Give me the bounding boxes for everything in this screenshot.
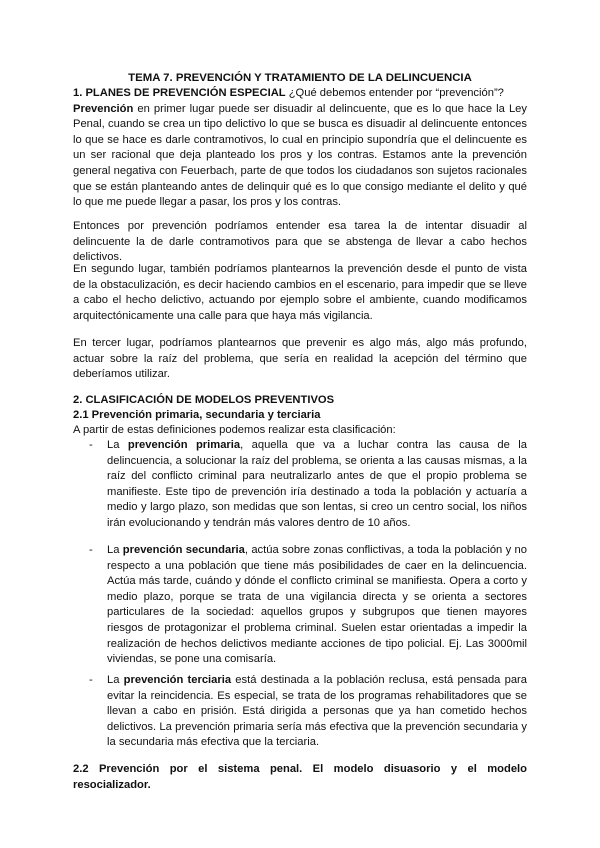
subsection-2-2-heading: 2.2 Prevención por el sistema penal. El modelo disuasorio y el modelo resocializador.: [73, 763, 527, 791]
section-1-paragraph-1-text: en primer lugar puede ser disuadir al delincuente, que es lo que hace la Ley Penal, cuando se crea un tipo delictivo lo que se busca es disuadir al delincuente entonces lo que se hace es darle contramotivos, lo cual en principio supondría que el delincuente es un ser racional que deja planteado los pros y los contras. Estamos ante la prevención general negativa con Feuerbach, parte de que todos los ciudadanos son sujetos racionales que se están planteando antes de delinquir qué es lo que consigo mediante el delito y qué lo que me puede llegar a pasar, los pros y los contras.: [73, 102, 527, 209]
list-bullet: -: [89, 544, 93, 556]
section-1-paragraph-2: Entonces por prevención podríamos entender esa tarea la de intentar disuadir al delincuente la de darle contramotivos para que se abstenga de llevar a cabo hechos delictivos.: [73, 220, 527, 264]
section-1-heading: 1. PLANES DE PREVENCIÓN ESPECIAL: [73, 87, 286, 99]
section-2-intro: A partir de estas definiciones podemos realizar esta clasificación:: [73, 424, 396, 436]
section-1-paragraph-4: En tercer lugar, podríamos plantearnos que prevenir es algo más, algo más profundo, actuar sobre la raíz del problema, que sería en realidad la acepción del término que deberíamos utilizar.: [73, 337, 527, 381]
subsection-2-1-heading: 2.1 Prevención primaria, secundaria y terciaria: [73, 409, 321, 421]
list-item-secondary: [107, 543, 527, 668]
list-bullet: -: [89, 674, 93, 686]
section-2-heading: 2. CLASIFICACIÓN DE MODELOS PREVENTIVOS: [73, 394, 335, 406]
list-item-prefix: La: [107, 439, 128, 451]
list-item-prefix: La: [107, 674, 124, 686]
list-item-text: , aquella que va a luchar contra las causa de la delincuencia, a solucionar la raíz del problema, se orienta a las causas mismas, a la raíz del conflicto criminal para neutralizarlo antes de que el propio problema se manifieste. Este tipo de prevención iría destinado a toda la población y actuaría a medio y largo plazo, son medidas que son lentas, si creo un centro social, los niños irán evolucionando y tendrán más valores dentro de 10 años.: [107, 439, 527, 529]
section-1-paragraph-1: [73, 86, 527, 211]
document-title: TEMA 7. PREVENCIÓN Y TRATAMIENTO DE LA DELINCUENCIA: [128, 72, 472, 84]
list-item-tertiary: [107, 673, 527, 751]
list-bullet: -: [89, 439, 93, 451]
section-1-paragraph-3: En segundo lugar, también podríamos plantearnos la prevención desde el punto de vista de la obstaculización, es decir haciendo cambios en el escenario, para impedir que se lleve a cabo el hecho delictivo, actuando por ejemplo sobre el ambiente, cuando modificamos arquitectónicamente una calle para que haya más vigilancia.: [73, 263, 527, 322]
list-item-prefix: La: [107, 544, 123, 556]
primary-prevention-term: prevención primaria: [127, 439, 241, 451]
list-item-text: está destinada a la población reclusa, está pensada para evitar la reincidencia. Es especial, se trata de los programas rehabilitadores que se llevan a cabo en prisión. Está dirigida a personas que ya han cometido hechos delictivos. La prevención primaria sería más efectiva que la prevención secundaria y la secundaria más efectiva que la terciaria.: [107, 674, 527, 749]
section-1-question: ¿Qué debemos entender por “prevención”?: [285, 87, 504, 99]
tertiary-prevention-term: prevención terciaria: [123, 674, 232, 686]
prevention-term: Prevención: [73, 102, 134, 115]
list-item-primary: [107, 438, 527, 532]
secondary-prevention-term: prevención secundaria: [122, 544, 245, 556]
list-item-text: , actúa sobre zonas conflictivas, a toda la población y no respecto a una población que tiene más posibilidades de caer en la delincuencia. Actúa más tarde, cuándo y dónde el conflicto criminal se manifiesta. Opera a corto y medio plazo, porque se trata de una vigilancia directa y se orienta a sectores particulares de la sociedad: aquellos grupos y subgrupos que tienen mayores riesgos de protagonizar el problema criminal. Suelen estar orientadas a impedir la realización de hechos delictivos mediante acciones de tipo policial. Ej. Las 3000mil viviendas, se pone una comisaría.: [107, 544, 527, 666]
